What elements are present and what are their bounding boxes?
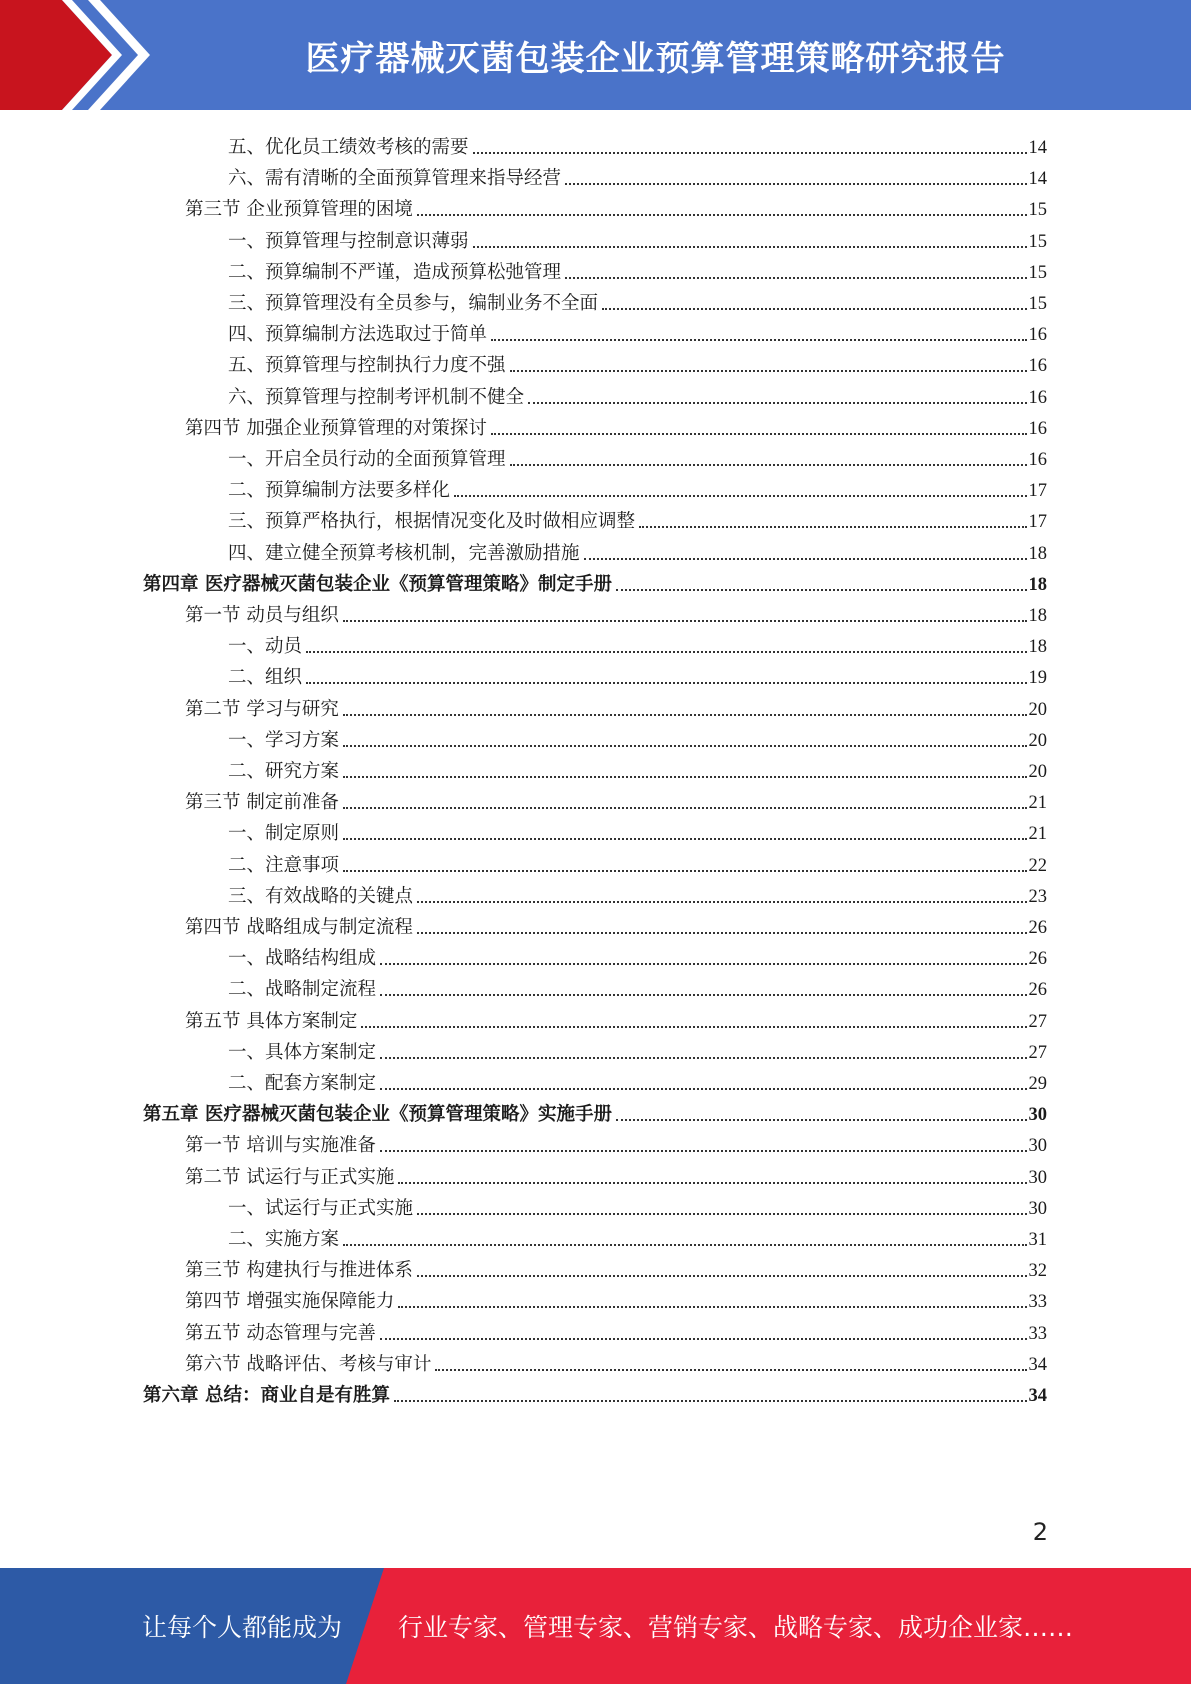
toc-entry[interactable] (185, 1126, 1047, 1157)
toc-entry[interactable] (228, 128, 1047, 159)
toc-dot-leader (473, 151, 1027, 154)
toc-entry-page: 26 (1028, 918, 1047, 938)
toc-entry-page: 20 (1028, 762, 1047, 782)
toc-dot-leader (398, 1181, 1026, 1184)
toc-entry[interactable] (143, 1376, 1047, 1407)
toc-entry-label: 一、学习方案 (228, 729, 340, 751)
toc-dot-leader (398, 1305, 1026, 1308)
toc-entry-label: 第五章 医疗器械灭菌包装企业《预算管理策略》实施手册 (143, 1104, 612, 1126)
toc-entry[interactable] (185, 1282, 1047, 1313)
toc-entry-label: 六、需有清晰的全面预算管理来指导经营 (228, 168, 562, 190)
toc-entry-label: 一、试运行与正式实施 (228, 1197, 414, 1219)
toc-entry[interactable] (228, 253, 1047, 284)
toc-entry-label: 四、预算编制方法选取过于简单 (228, 324, 488, 346)
toc-entry-label: 第二节 试运行与正式实施 (185, 1166, 395, 1188)
toc-entry-page: 34 (1028, 1386, 1047, 1406)
toc-entry-page: 17 (1028, 481, 1047, 502)
toc-entry[interactable] (143, 1095, 1047, 1126)
toc-entry-label: 第五节 具体方案制定 (185, 1010, 358, 1032)
toc-entry-label: 第五节 动态管理与完善 (185, 1322, 376, 1344)
toc-dot-leader (343, 1243, 1026, 1246)
toc-entry-label: 一、开启全员行动的全面预算管理 (228, 449, 506, 470)
toc-dot-leader (343, 713, 1027, 716)
toc-dot-leader (380, 1149, 1027, 1152)
toc-entry[interactable] (185, 908, 1047, 939)
toc-entry-label: 第三节 企业预算管理的困境 (185, 199, 413, 221)
toc-entry[interactable] (228, 627, 1047, 658)
toc-dot-leader (417, 1274, 1027, 1277)
toc-entry-label: 二、战略制定流程 (228, 979, 377, 1001)
toc-entry[interactable] (228, 534, 1047, 565)
toc-dot-leader (306, 681, 1026, 684)
toc-entry-page: 15 (1028, 262, 1047, 283)
toc-dot-leader (510, 369, 1027, 372)
toc-entry-label: 第四章 医疗器械灭菌包装企业《预算管理策略》制定手册 (143, 573, 612, 595)
toc-entry-page: 30 (1028, 1198, 1047, 1219)
toc-dot-leader (343, 837, 1026, 840)
toc-entry-page: 23 (1028, 886, 1047, 907)
toc-dot-leader (361, 1025, 1026, 1028)
toc-entry-page: 30 (1028, 1136, 1047, 1157)
toc-entry-label: 第四节 战略组成与制定流程 (185, 917, 413, 938)
toc-entry[interactable] (185, 596, 1047, 627)
toc-dot-leader (343, 806, 1027, 809)
toc-dot-leader (528, 401, 1026, 404)
toc-entry-label: 四、建立健全预算考核机制，完善激励措施 (228, 542, 580, 564)
toc-entry-page: 16 (1028, 325, 1047, 346)
toc-entry[interactable] (185, 690, 1047, 721)
toc-entry-page: 26 (1028, 980, 1047, 1001)
toc-entry-label: 第三节 构建执行与推进体系 (185, 1260, 413, 1282)
toc-entry-label: 一、具体方案制定 (228, 1041, 377, 1063)
toc-entry-page: 15 (1028, 231, 1047, 252)
toc-entry-page: 15 (1028, 294, 1047, 314)
toc-dot-leader (380, 993, 1026, 996)
toc-entry[interactable] (228, 346, 1047, 377)
toc-entry[interactable] (228, 970, 1047, 1001)
toc-entry-page: 31 (1028, 1230, 1047, 1250)
toc-entry-page: 15 (1028, 200, 1047, 221)
toc-dot-leader (584, 557, 1027, 560)
toc-entry-label: 一、动员 (228, 636, 303, 658)
toc-entry-page: 20 (1028, 699, 1047, 720)
toc-entry-label: 二、组织 (228, 667, 303, 689)
toc-entry-label: 第二节 学习与研究 (185, 698, 339, 720)
toc-entry-label: 第六节 战略评估、考核与审计 (185, 1353, 432, 1375)
toc-dot-leader (343, 775, 1026, 778)
toc-entry[interactable] (228, 1064, 1047, 1095)
toc-entry-page: 16 (1028, 450, 1047, 470)
toc-dot-leader (380, 1087, 1026, 1090)
toc-entry-page: 17 (1028, 512, 1047, 533)
toc-entry-page: 18 (1028, 574, 1047, 595)
toc-entry-label: 五、优化员工绩效考核的需要 (228, 137, 469, 158)
toc-dot-leader (417, 931, 1027, 934)
toc-entry-label: 第三节 制定前准备 (185, 792, 339, 814)
toc-entry[interactable] (228, 159, 1047, 190)
toc-dot-leader (380, 962, 1026, 965)
toc-dot-leader (616, 588, 1027, 591)
toc-entry[interactable] (228, 222, 1047, 253)
toc-entry-page: 16 (1028, 387, 1047, 408)
toc-dot-leader (616, 1118, 1027, 1121)
page-footer (0, 1568, 1191, 1684)
toc-entry-label: 二、实施方案 (228, 1229, 340, 1250)
toc-entry-page: 19 (1028, 668, 1047, 689)
toc-entry[interactable] (228, 846, 1047, 877)
toc-dot-leader (491, 432, 1027, 435)
toc-entry-page: 26 (1028, 949, 1047, 970)
toc-dot-leader (639, 525, 1026, 528)
toc-entry-label: 二、预算编制不严谨，造成预算松弛管理 (228, 261, 562, 283)
toc-entry-label: 第六章 总结：商业自是有胜算 (143, 1385, 390, 1406)
toc-entry-page: 16 (1028, 418, 1047, 439)
page-header (0, 0, 1191, 110)
toc-dot-leader (380, 1337, 1027, 1340)
toc-entry-label: 第四节 增强实施保障能力 (185, 1291, 395, 1313)
toc-entry-label: 五、预算管理与控制执行力度不强 (228, 355, 506, 377)
toc-entry[interactable] (228, 752, 1047, 783)
toc-entry-label: 二、配套方案制定 (228, 1073, 377, 1094)
toc-entry[interactable] (228, 502, 1047, 533)
toc-entry-page: 22 (1028, 855, 1047, 876)
toc-dot-leader (380, 1056, 1026, 1059)
toc-entry[interactable] (228, 1189, 1047, 1220)
toc-entry[interactable] (228, 1033, 1047, 1064)
toc-entry[interactable] (228, 814, 1047, 845)
toc-dot-leader (343, 619, 1027, 622)
toc-dot-leader (343, 869, 1026, 872)
toc-entry-page: 18 (1028, 637, 1047, 658)
toc-entry[interactable] (143, 565, 1047, 596)
toc-entry-label: 六、预算管理与控制考评机制不健全 (228, 386, 525, 408)
toc-entry[interactable] (185, 409, 1047, 440)
page-number: 2 (1032, 1518, 1048, 1546)
toc-entry-page: 14 (1028, 138, 1047, 158)
toc-entry-page: 27 (1028, 1042, 1047, 1063)
toc-entry[interactable] (228, 658, 1047, 689)
toc-dot-leader (417, 213, 1027, 216)
toc-entry-label: 一、制定原则 (228, 823, 340, 845)
toc-entry-page: 20 (1028, 730, 1047, 751)
toc-entry-page: 18 (1028, 606, 1047, 626)
toc-entry-page: 29 (1028, 1074, 1047, 1094)
toc-entry[interactable] (228, 1220, 1047, 1251)
toc-entry-label: 第四节 加强企业预算管理的对策探讨 (185, 417, 487, 439)
toc-dot-leader (454, 494, 1026, 497)
toc-entry-label: 一、战略结构组成 (228, 948, 377, 970)
document-title: 医疗器械灭菌包装企业预算管理策略研究报告 (305, 38, 1006, 79)
toc-entry[interactable] (228, 877, 1047, 908)
toc-entry-page: 21 (1028, 824, 1047, 845)
toc-entry-page: 14 (1028, 169, 1047, 190)
toc-entry[interactable] (185, 1002, 1047, 1033)
toc-entry[interactable] (185, 783, 1047, 814)
toc-dot-leader (435, 1368, 1026, 1371)
toc-entry-page: 21 (1028, 793, 1047, 814)
toc-entry-label: 二、注意事项 (228, 854, 340, 876)
toc-dot-leader (565, 182, 1026, 185)
toc-entry-page: 18 (1028, 543, 1047, 564)
toc-entry-page: 33 (1028, 1292, 1047, 1313)
toc-entry[interactable] (228, 315, 1047, 346)
toc-entry-page: 33 (1028, 1323, 1047, 1344)
toc-entry-page: 30 (1028, 1105, 1047, 1126)
toc-dot-leader (565, 276, 1026, 279)
toc-entry[interactable] (228, 721, 1047, 752)
toc-dot-leader (602, 307, 1026, 310)
toc-entry[interactable] (228, 284, 1047, 315)
toc-dot-leader (510, 463, 1027, 466)
toc-entry-label: 二、预算编制方法要多样化 (228, 480, 451, 502)
toc-entry[interactable] (185, 1251, 1047, 1282)
toc-entry-page: 16 (1028, 356, 1047, 377)
toc-dot-leader (491, 338, 1026, 341)
toc-entry[interactable] (228, 471, 1047, 502)
toc-entry-page: 32 (1028, 1261, 1047, 1282)
toc-dot-leader (417, 900, 1026, 903)
toc-dot-leader (394, 1399, 1027, 1402)
toc-entry-page: 27 (1028, 1011, 1047, 1032)
toc-entry[interactable] (228, 440, 1047, 471)
toc-entry-label: 第一节 动员与组织 (185, 605, 339, 626)
toc-entry[interactable] (228, 378, 1047, 409)
toc-entry-page: 30 (1028, 1167, 1047, 1188)
toc-entry-label: 三、有效战略的关键点 (228, 885, 414, 907)
toc-dot-leader (417, 1212, 1026, 1215)
toc-dot-leader (473, 245, 1027, 248)
toc-entry[interactable] (185, 1345, 1047, 1376)
toc-entry[interactable] (228, 939, 1047, 970)
toc-entry[interactable] (185, 1314, 1047, 1345)
toc-dot-leader (306, 650, 1026, 653)
toc-dot-leader (343, 744, 1026, 747)
footer-slogan-right: 行业专家、管理专家、营销专家、战略专家、成功企业家…… (398, 1613, 1074, 1642)
toc-entry-label: 三、预算严格执行，根据情况变化及时做相应调整 (228, 511, 636, 533)
toc-entry-label: 二、研究方案 (228, 761, 340, 782)
toc-entry[interactable] (185, 190, 1047, 221)
footer-slogan-left: 让每个人都能成为 (142, 1613, 343, 1642)
toc-entry-label: 第一节 培训与实施准备 (185, 1135, 376, 1157)
toc-entry[interactable] (185, 1158, 1047, 1189)
toc-entry-page: 34 (1028, 1354, 1047, 1375)
header-arrow-decoration (0, 0, 160, 110)
toc-entry-label: 一、预算管理与控制意识薄弱 (228, 230, 469, 252)
toc-entry-label: 三、预算管理没有全员参与，编制业务不全面 (228, 293, 599, 314)
